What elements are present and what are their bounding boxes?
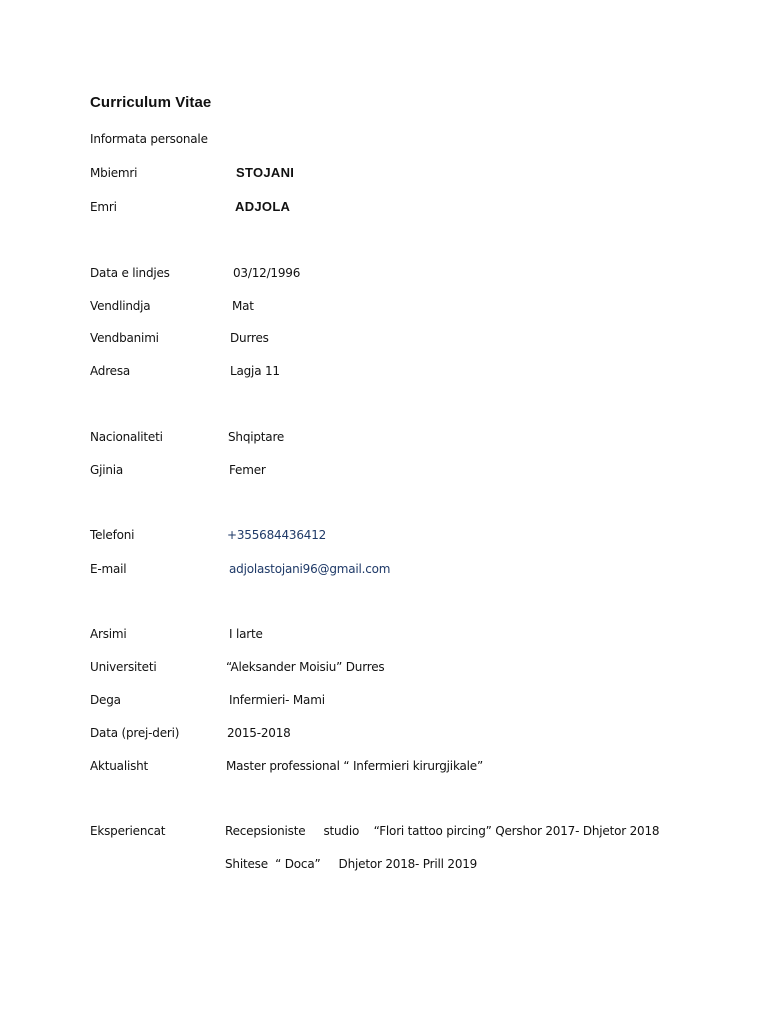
label-first-name: Emri (90, 200, 117, 214)
label-study-period: Data (prej-deri) (90, 726, 180, 740)
document-title: Curriculum Vitae (90, 94, 212, 111)
email-link[interactable]: adjolastojani96@gmail.com (229, 562, 391, 576)
value-gender: Femer (229, 463, 266, 477)
value-education: I larte (229, 627, 263, 641)
value-branch: Infermieri- Mami (229, 693, 325, 707)
label-address: Adresa (90, 364, 131, 378)
label-birth-date: Data e lindjes (90, 266, 170, 280)
section-heading-personal: Informata personale (90, 132, 208, 146)
label-nationality: Nacionaliteti (90, 430, 163, 444)
value-address: Lagja 11 (230, 364, 280, 378)
value-experience-2: Shitese “ Doca” Dhjetor 2018- Prill 2019 (225, 857, 478, 871)
value-residence: Durres (230, 331, 269, 345)
label-education: Arsimi (90, 627, 127, 641)
label-gender: Gjinia (90, 463, 124, 477)
phone-link[interactable]: +355684436412 (227, 528, 327, 542)
label-university: Universiteti (90, 660, 157, 674)
value-study-period: 2015-2018 (227, 726, 291, 740)
value-nationality: Shqiptare (228, 430, 285, 444)
label-currently: Aktualisht (90, 759, 149, 773)
value-currently: Master professional “ Infermieri kirurgjikale” (226, 759, 483, 773)
value-experience-1: Recepsioniste studio “Flori tattoo pircing” Qershor 2017- Dhjetor 2018 (225, 824, 660, 838)
value-birthplace: Mat (232, 299, 254, 313)
value-first-name: ADJOLA (235, 199, 291, 214)
value-university: “Aleksander Moisiu” Durres (226, 660, 385, 674)
value-birth-date: 03/12/1996 (233, 266, 301, 280)
label-residence: Vendbanimi (90, 331, 159, 345)
value-surname: STOJANI (236, 165, 295, 180)
label-phone: Telefoni (90, 528, 135, 542)
label-branch: Dega (90, 693, 121, 707)
label-surname: Mbiemri (90, 166, 138, 180)
label-experience: Eksperiencat (90, 824, 166, 838)
label-email: E-mail (90, 562, 127, 576)
label-birthplace: Vendlindja (90, 299, 151, 313)
